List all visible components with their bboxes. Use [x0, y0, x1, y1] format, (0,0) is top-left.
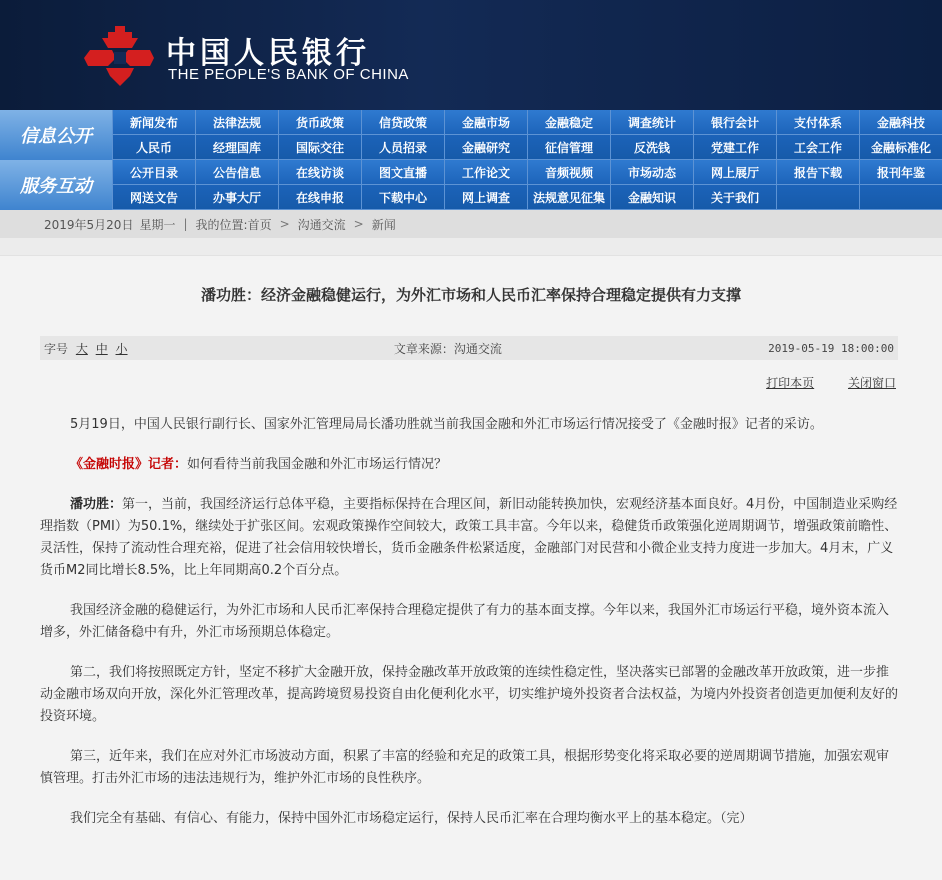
breadcrumb-home-link[interactable]: 首页 [247, 217, 272, 232]
bank-name-en: THE PEOPLE'S BANK OF CHINA [168, 66, 409, 83]
nav-item[interactable]: 国际交往 [278, 135, 361, 160]
nav-row [112, 185, 942, 210]
nav-item[interactable]: 调查统计 [610, 110, 693, 135]
nav-row [112, 135, 942, 160]
article-paragraph: 我国经济金融的稳健运行，为外汇市场和人民币汇率保持合理稳定提供了有力的基本面支撑。今年以来，我国外汇市场运行平稳，境外资本流入增多，外汇储备稳中有升，外汇市场预期总体稳定。 [40, 603, 890, 640]
nav-section-info-disclosure: 信息公开 [0, 110, 112, 160]
font-size-large-link[interactable]: 大 [75, 341, 88, 356]
nav-item[interactable]: 网上调查 [444, 185, 527, 210]
current-date: 2019年5月20日 [44, 217, 134, 232]
nav-item[interactable]: 下载中心 [361, 185, 444, 210]
main-nav [0, 110, 942, 210]
nav-grid [112, 110, 942, 210]
breadcrumb [0, 210, 942, 238]
nav-item[interactable]: 报刊年鉴 [859, 160, 942, 185]
nav-item[interactable]: 金融标准化 [859, 135, 942, 160]
nav-item[interactable]: 支付体系 [776, 110, 859, 135]
article-paragraph: 5月19日，中国人民银行副行长、国家外汇管理局局长潘功胜就当前我国金融和外汇市场运行情况接受了《金融时报》记者的采访。 [70, 417, 823, 432]
nav-item[interactable]: 货币政策 [278, 110, 361, 135]
font-size-small-link[interactable]: 小 [115, 341, 128, 356]
article-date: 2019-05-19 18:00:00 [768, 341, 894, 355]
nav-item[interactable]: 金融科技 [859, 110, 942, 135]
nav-item[interactable]: 报告下载 [776, 160, 859, 185]
breadcrumb-location-label: 我的位置: [195, 217, 248, 232]
breadcrumb-underbar [0, 238, 942, 256]
nav-item[interactable]: 法规意见征集 [527, 185, 610, 210]
nav-item[interactable]: 信贷政策 [361, 110, 444, 135]
nav-empty-cell [776, 185, 859, 210]
nav-item[interactable]: 金融稳定 [527, 110, 610, 135]
answer-text: 第一，当前，我国经济运行总体平稳，主要指标保持在合理区间，新旧动能转换加快，宏观经济基本面良好。4月份，中国制造业采购经理指数（PMI）为50.1%，继续处于扩张区间。宏观政策操作空间较大，政策工具丰富。今年以来，稳健货币政策强化逆周期调节，增强政策前瞻性、灵活性，保持了流动性合理充裕，促进了社会信用较快增长，货币金融条件松紧适度，金融部门对民营和小微企业支持力度进一步加大。4月末，广义货币M2同比增长8.5%，比上年同期高0.2个百分点。 [40, 497, 898, 578]
nav-item[interactable]: 工会工作 [776, 135, 859, 160]
nav-item[interactable]: 网上展厅 [693, 160, 776, 185]
nav-item[interactable]: 关于我们 [693, 185, 776, 210]
breadcrumb-section-link[interactable]: 沟通交流 [297, 217, 346, 232]
breadcrumb-page-link[interactable]: 新闻 [371, 217, 396, 232]
nav-item[interactable]: 金融知识 [610, 185, 693, 210]
nav-item[interactable]: 人民币 [112, 135, 195, 160]
nav-item[interactable]: 法律法规 [195, 110, 278, 135]
current-weekday: 星期一 [139, 217, 176, 232]
nav-item[interactable]: 公开目录 [112, 160, 195, 185]
question-speaker: 《金融时报》记者： [70, 457, 188, 472]
nav-item[interactable]: 在线申报 [278, 185, 361, 210]
nav-item[interactable]: 网送文告 [112, 185, 195, 210]
nav-row [112, 110, 942, 135]
breadcrumb-separator: | [183, 217, 188, 231]
nav-empty-cell [859, 185, 942, 210]
nav-item[interactable]: 市场动态 [610, 160, 693, 185]
article-body [40, 414, 898, 848]
article-paragraph: 第二，我们将按照既定方针，坚定不移扩大金融开放，保持金融改革开放政策的连续性稳定性，坚决落实已部署的金融改革开放政策，进一步推动金融市场双向开放，深化外汇管理改革，提高跨境贸易投资自由化便利化水平，切实维护境外投资者合法权益，为境内外投资者创造更加便利友好的投资环境。 [40, 665, 899, 724]
nav-item[interactable]: 图文直播 [361, 160, 444, 185]
question-text: 如何看待当前我国金融和外汇市场运行情况？ [187, 457, 448, 472]
close-window-link[interactable]: 关闭窗口 [847, 376, 896, 390]
nav-item[interactable]: 金融研究 [444, 135, 527, 160]
nav-item[interactable]: 新闻发布 [112, 110, 195, 135]
nav-item[interactable]: 反洗钱 [610, 135, 693, 160]
nav-item[interactable]: 办事大厅 [195, 185, 278, 210]
nav-item[interactable]: 公告信息 [195, 160, 278, 185]
print-page-link[interactable]: 打印本页 [766, 376, 815, 390]
nav-item[interactable]: 工作论文 [444, 160, 527, 185]
nav-item[interactable]: 经理国库 [195, 135, 278, 160]
article-paragraph: 我们完全有基础、有信心、有能力，保持中国外汇市场稳定运行，保持人民币汇率在合理均衡水平上的基本稳定。（完） [70, 811, 753, 826]
nav-item[interactable]: 人员招录 [361, 135, 444, 160]
article-title: 潘功胜：经济金融稳健运行，为外汇市场和人民币汇率保持合理稳定提供有力支撑 [200, 286, 741, 304]
article-source: 文章来源：沟通交流 [393, 341, 502, 356]
font-size-medium-link[interactable]: 中 [95, 341, 108, 356]
nav-row [112, 160, 942, 185]
nav-item[interactable]: 银行会计 [693, 110, 776, 135]
nav-item[interactable]: 征信管理 [527, 135, 610, 160]
interview-question [40, 454, 898, 476]
breadcrumb-separator: > [279, 217, 290, 231]
nav-item[interactable]: 党建工作 [693, 135, 776, 160]
font-size-label: 字号 [44, 341, 69, 356]
interview-answer [40, 494, 898, 582]
pbc-logo-icon [84, 24, 156, 88]
nav-item[interactable]: 在线访谈 [278, 160, 361, 185]
bank-name-cn: 中国人民银行 [166, 36, 370, 71]
answer-speaker: 潘功胜： [70, 497, 123, 512]
nav-item[interactable]: 音频视频 [527, 160, 610, 185]
nav-item[interactable]: 金融市场 [444, 110, 527, 135]
site-header [0, 0, 942, 110]
article-tools [736, 374, 896, 391]
nav-section-service-interaction: 服务互动 [0, 160, 112, 210]
article-meta-bar [40, 336, 898, 360]
font-size-controls [44, 340, 128, 357]
article-paragraph: 第三，近年来，我们在应对外汇市场波动方面，积累了丰富的经验和充足的政策工具，根据形势变化将采取必要的逆周期调节措施，加强宏观审慎管理。打击外汇市场的违法违规行为，维护外汇市场的良性秩序。 [40, 749, 890, 786]
breadcrumb-separator: > [353, 217, 364, 231]
